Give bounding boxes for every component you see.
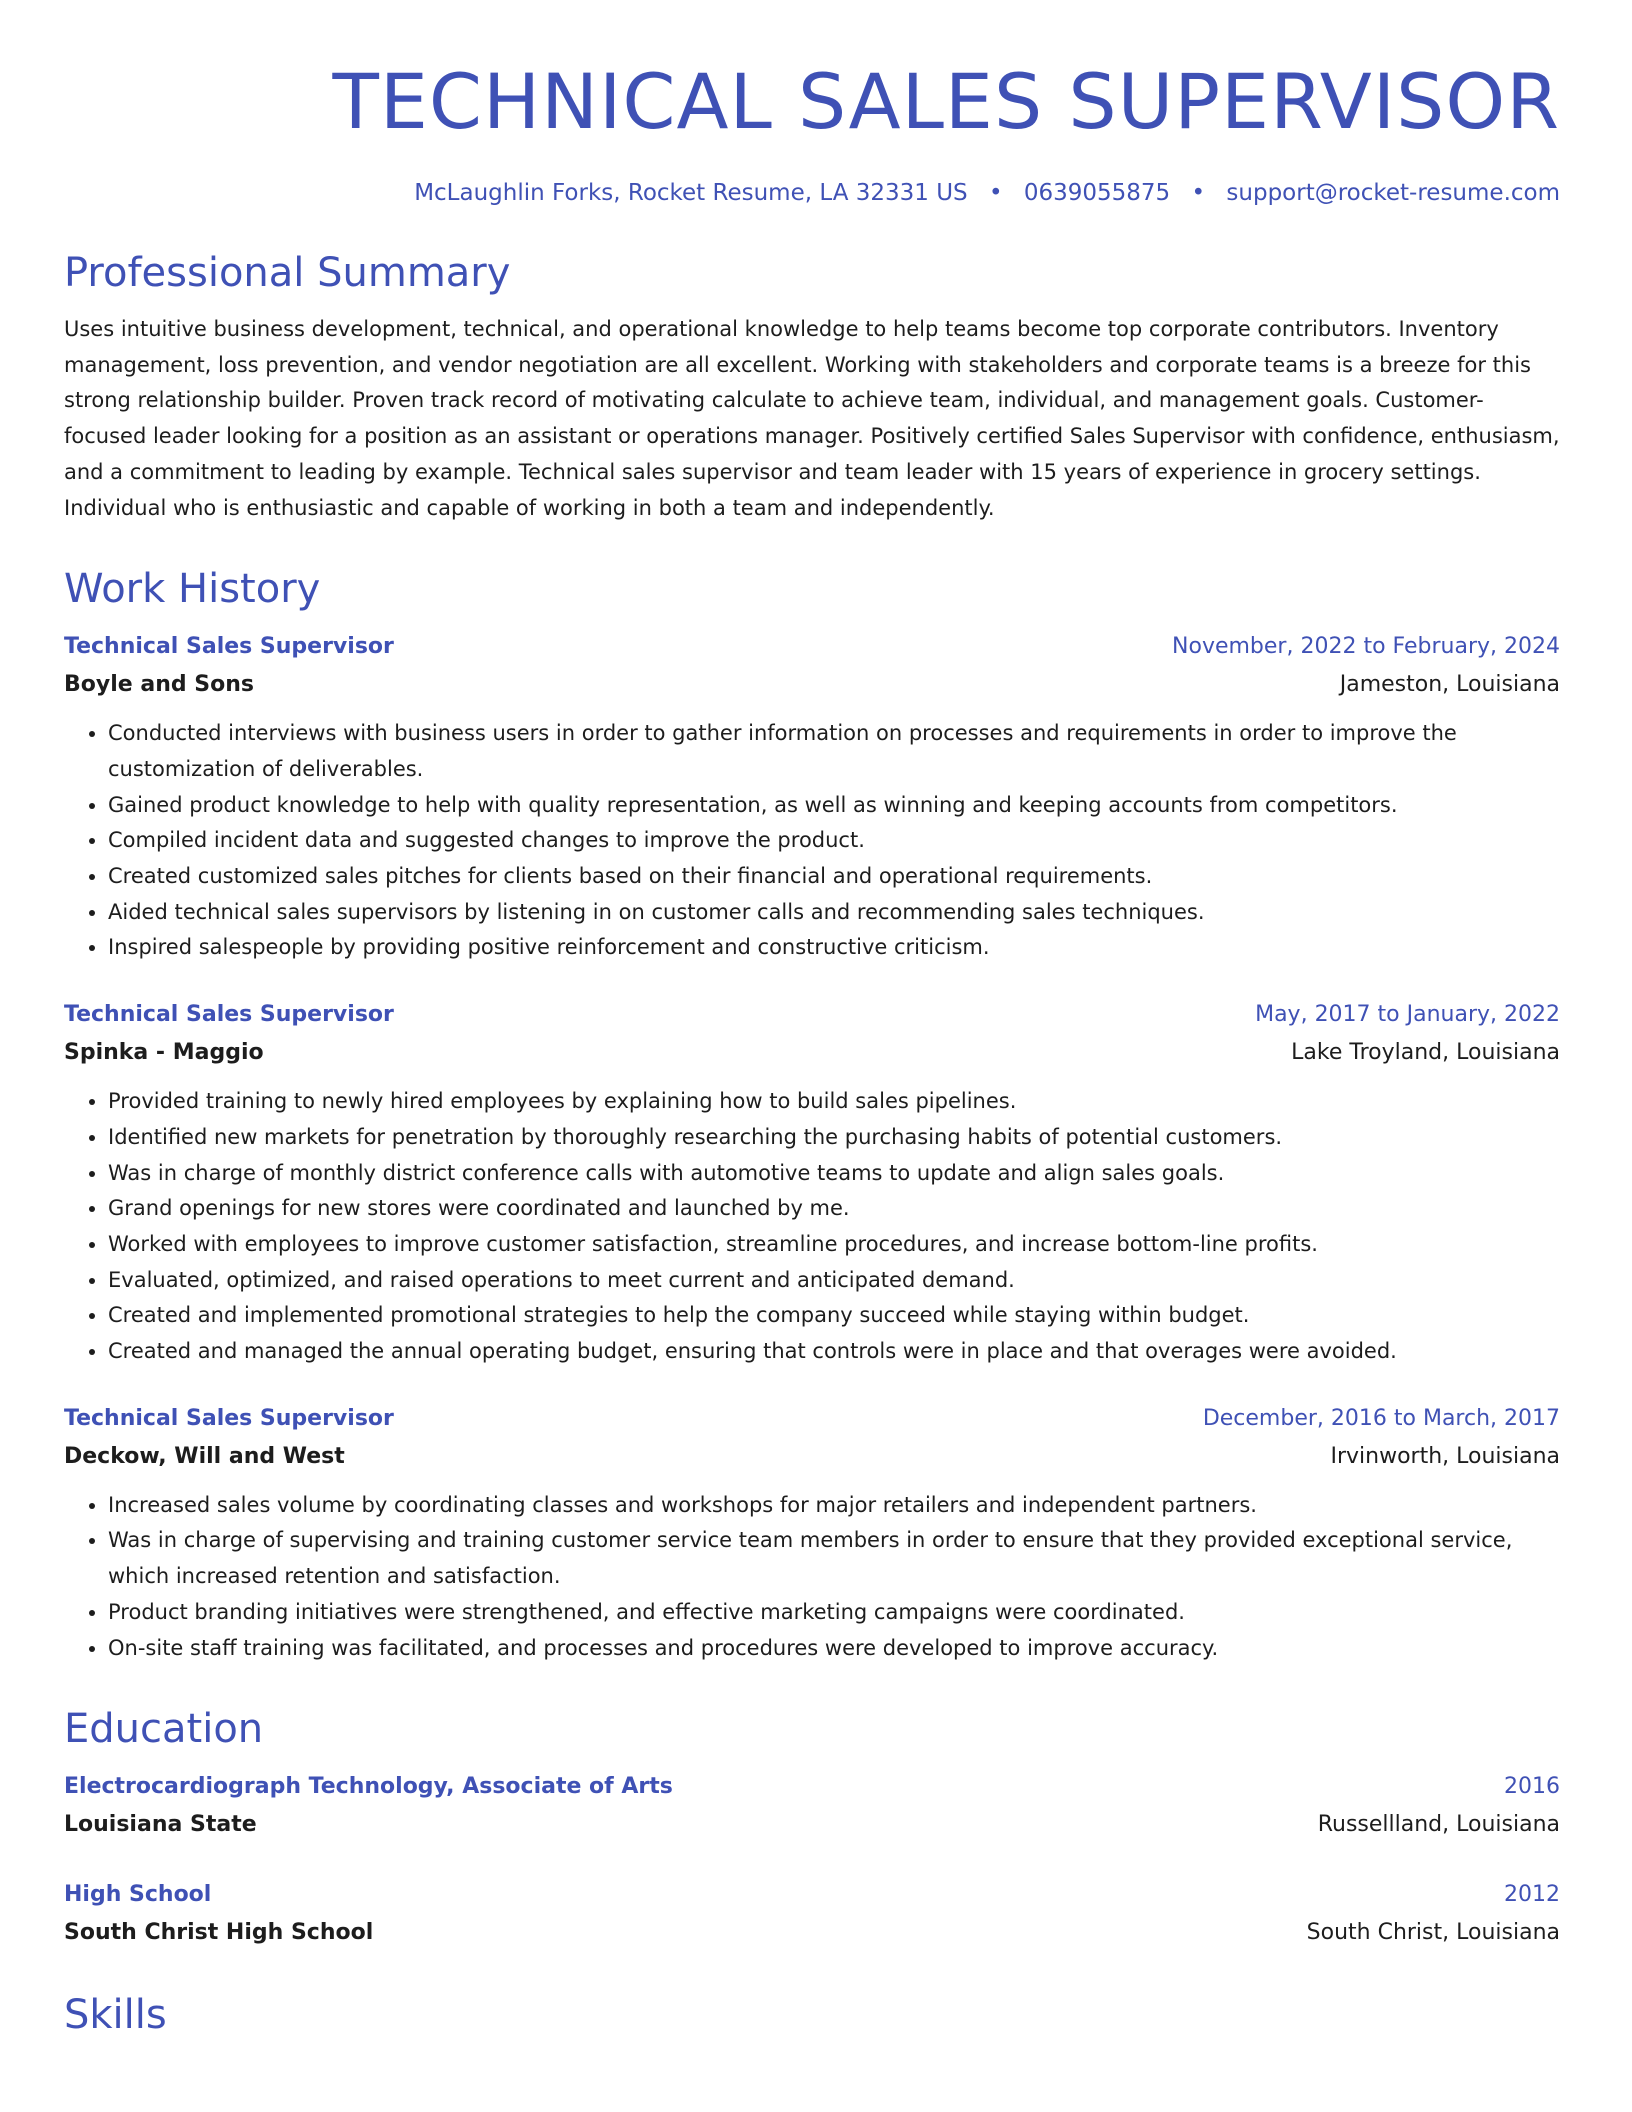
contact-separator: • (1191, 180, 1206, 206)
section-title-education: Education (64, 1706, 264, 1753)
job-title: Technical Sales Supervisor (64, 1405, 394, 1431)
education-list (64, 1768, 1560, 1952)
resume-page (64, 52, 1560, 2054)
job-title: Technical Sales Supervisor (64, 1002, 394, 1028)
job-bullet: • Worked with employees to improve customer satisfaction, streamline procedures, and increase bottom-line profits. (108, 1227, 1560, 1263)
education-school: South Christ High School (64, 1920, 374, 1946)
education-degree: High School (64, 1882, 212, 1908)
contact-email: support@rocket-resume.com (1226, 180, 1560, 206)
job-bullet: • Created customized sales pitches for clients based on their financial and operational requirements. (108, 859, 1560, 895)
job-bullet: • Gained product knowledge to help with quality representation, as well as winning and keeping accounts from competitors. (108, 788, 1560, 824)
job-bullet: • Was in charge of supervising and training customer service team members in order to ensure that they provided exceptional service, which increased retention and satisfaction. (108, 1523, 1560, 1594)
job-location: Lake Troyland, Louisiana (1291, 1040, 1560, 1066)
education-entry (64, 1876, 1560, 1952)
contact-separator: • (988, 180, 1003, 206)
resume-name: TECHNICAL SALES SUPERVISOR (332, 57, 1560, 146)
section-title-skills: Skills (64, 1992, 167, 2039)
job-company: Boyle and Sons (64, 672, 254, 698)
job-bullets (64, 716, 1560, 966)
contact-phone: 0639055875 (1023, 180, 1171, 206)
work-entry (64, 1400, 1560, 1667)
education-school: Louisiana State (64, 1812, 257, 1838)
job-bullets (64, 1084, 1560, 1370)
education-entry (64, 1768, 1560, 1844)
education-year: 2016 (1504, 1774, 1560, 1800)
job-bullet: • Product branding initiatives were strengthened, and effective marketing campaigns were coordinated. (108, 1595, 1560, 1631)
job-bullet: • Conducted interviews with business users in order to gather information on processes and requirements in order to improve the customization of deliverables. (108, 716, 1560, 787)
job-bullet: • Grand openings for new stores were coordinated and launched by me. (108, 1191, 1560, 1227)
job-bullet: • Increased sales volume by coordinating classes and workshops for major retailers and independent partners. (108, 1488, 1560, 1524)
education-degree: Electrocardiograph Technology, Associate of Arts (64, 1774, 673, 1800)
job-company: Spinka - Maggio (64, 1040, 264, 1066)
job-bullet: • Created and implemented promotional strategies to help the company succeed while staying within budget. (108, 1298, 1560, 1334)
job-bullet: • Provided training to newly hired employees by explaining how to build sales pipelines. (108, 1084, 1560, 1120)
job-bullet: • Evaluated, optimized, and raised operations to meet current and anticipated demand. (108, 1263, 1560, 1299)
job-company: Deckow, Will and West (64, 1443, 345, 1469)
job-bullet: • Aided technical sales supervisors by listening in on customer calls and recommending sales techniques. (108, 895, 1560, 931)
section-title-summary: Professional Summary (64, 250, 511, 296)
work-entry (64, 996, 1560, 1370)
job-dates: November, 2022 to February, 2024 (1172, 634, 1560, 660)
job-bullet: • Identified new markets for penetration by thoroughly researching the purchasing habits of potential customers. (108, 1120, 1560, 1156)
job-bullet: • On-site staff training was facilitated, and processes and procedures were developed to improve accuracy. (108, 1631, 1560, 1667)
work-entry (64, 628, 1560, 966)
education-year: 2012 (1504, 1882, 1560, 1908)
job-location: Irvinworth, Louisiana (1330, 1443, 1560, 1469)
job-bullet: • Compiled incident data and suggested changes to improve the product. (108, 823, 1560, 859)
contact-address: McLaughlin Forks, Rocket Resume, LA 32331 US (414, 180, 968, 206)
section-title-work: Work History (64, 566, 321, 613)
job-bullet: • Inspired salespeople by providing positive reinforcement and constructive criticism. (108, 930, 1560, 966)
job-bullet: • Created and managed the annual operating budget, ensuring that controls were in place and that overages were avoided. (108, 1334, 1560, 1370)
job-dates: December, 2016 to March, 2017 (1202, 1405, 1560, 1431)
education-location: Russellland, Louisiana (1317, 1812, 1560, 1838)
job-location: Jameston, Louisiana (1339, 672, 1560, 698)
job-bullets (64, 1488, 1560, 1667)
job-bullet: • Was in charge of monthly district conference calls with automotive teams to update and align sales goals. (108, 1156, 1560, 1192)
job-dates: May, 2017 to January, 2022 (1255, 1002, 1560, 1028)
contact-line (64, 176, 1560, 210)
summary-text: Uses intuitive business development, technical, and operational knowledge to help teams become top corporate contributors. Inventory management, loss prevention, and vendor negotiation are all excellent. Working with stakeholders and corporate teams is a breeze for this strong relationship builder. Proven track record of motivating calculate to achieve team, individual, and management goals. Customer-focused leader looking for a position as an assistant or operations manager. Positively certified Sales Supervisor with confidence, enthusiasm, and a commitment to leading by example. Technical sales supervisor and team leader with 15 years of experience in grocery settings. Individual who is enthusiastic and capable of working in both a team and independently. (64, 317, 1560, 520)
job-title: Technical Sales Supervisor (64, 634, 394, 660)
education-location: South Christ, Louisiana (1306, 1920, 1560, 1946)
work-list (64, 628, 1560, 1666)
